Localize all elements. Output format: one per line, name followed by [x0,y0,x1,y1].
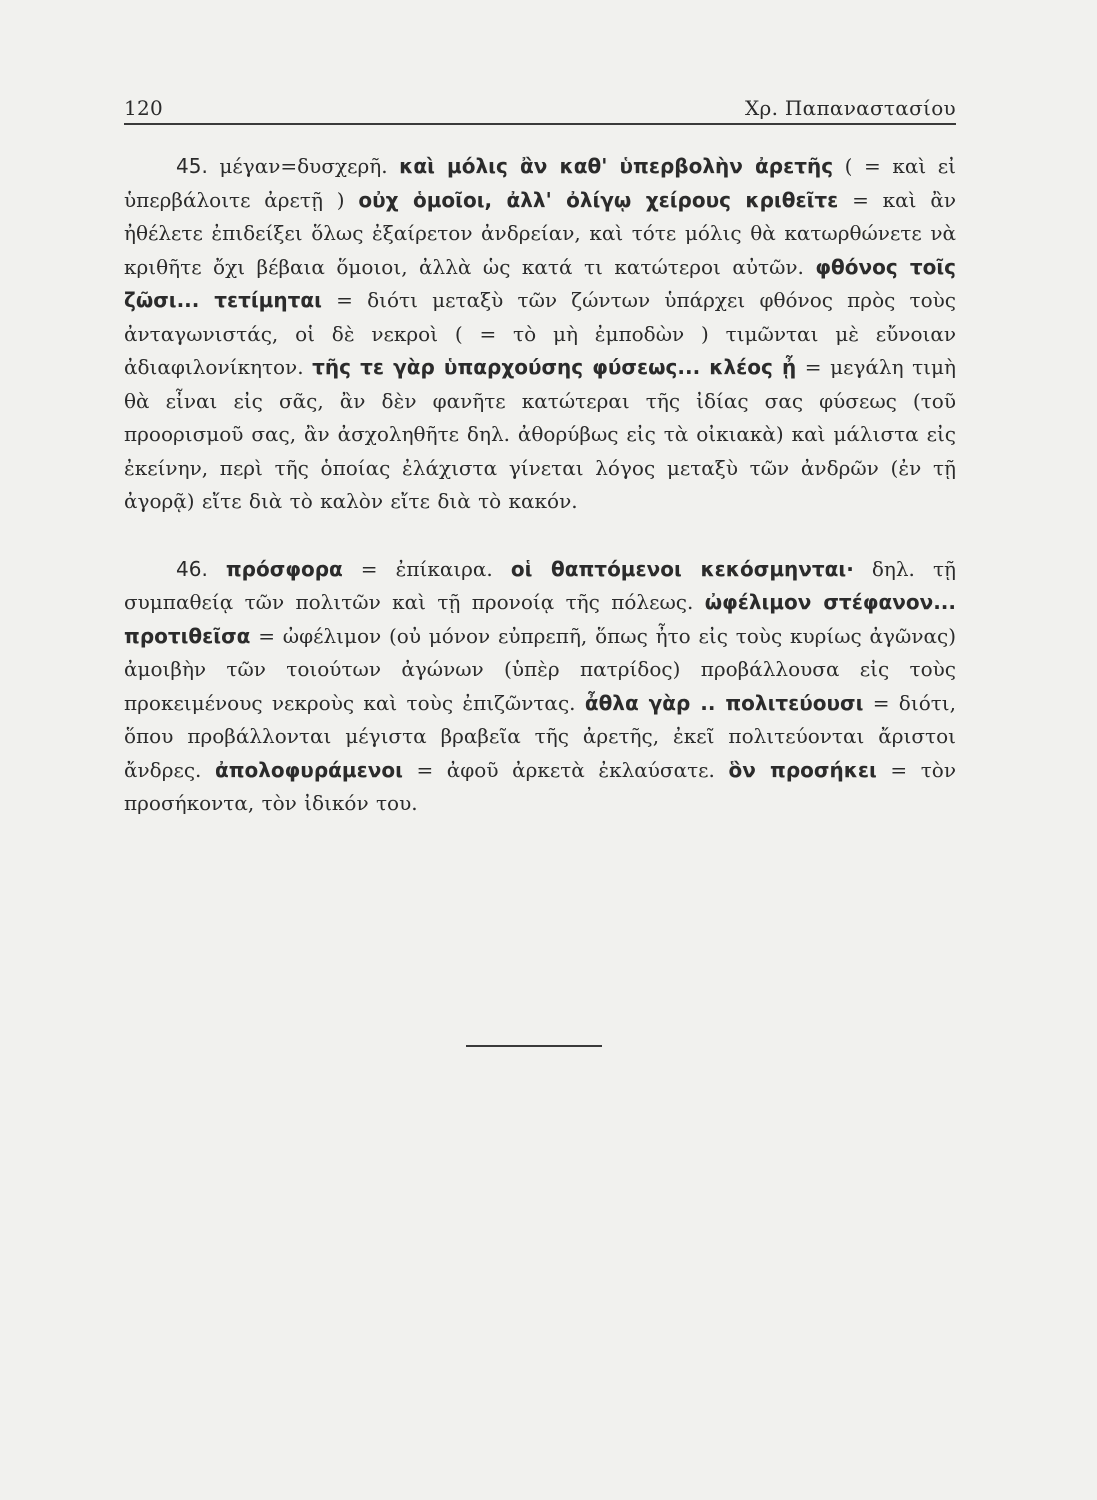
lemma-text: ἆθλα γὰρ .. πολιτεύουσι [584,690,864,715]
gloss-text: ( = καὶ εἰ ὑπερβάλοιτε ἀρετῇ ) [124,154,956,212]
note-paragraph [124,553,956,821]
lemma-text: οἱ θαπτόμενοι κεκόσμηνται· [510,556,854,581]
gloss-text [208,557,226,581]
page-header [124,86,956,120]
paragraph-number: 46. [176,556,208,581]
end-rule [466,1045,602,1047]
commentary-body [124,150,956,821]
note-paragraph [124,150,956,519]
running-title: Χρ. Παπαναστασίου [745,96,956,120]
gloss-text: = μεγάλη τιμὴ θὰ εἶναι εἰς σᾶς, ἂν δὲν φανῆτε κατώτεραι τῆς ἰδίας σας φύσεως (τοῦ προορισμοῦ σας, ἂν ἀσχοληθῆτε δηλ. ἀθορύβως εἰς τὰ οἰκιακὰ) καὶ μάλιστα εἰς ἐκείνην, περὶ τῆς ὁποίας ἐλάχιστα γίνεται λόγος μεταξὺ τῶν ἀνδρῶν (ἐν τῇ ἀγορᾷ) εἴτε διὰ τὸ καλὸν εἴτε διὰ τὸ κακόν. [124,355,956,513]
paragraph-number: 45. [176,154,208,178]
gloss-text: = διότι μεταξὺ τῶν ζώντων ὑπάρχει φθόνος πρὸς τοὺς ἀνταγωνιστάς, οἱ δὲ νεκροὶ ( = τὸ μὴ ἐμποδὼν ) τιμῶνται μὲ εὔνοιαν ἀδιαφιλονίκητον. [124,288,957,379]
lemma-text: ὠφέλιμον στέφανον... προτιθεῖσα [124,590,956,648]
lemma-text: ὃν προσήκει [728,757,877,782]
lemma-text: οὐχ ὁμοῖοι, ἀλλ' ὀλίγῳ χείρους κριθεῖτε [358,187,839,212]
gloss-text: = τὸν προσήκοντα, τὸν ἰδικόν του. [124,757,956,815]
gloss-text: = διότι, ὅπου προβάλλονται μέγιστα βραβεῖα τῆς ἀρετῆς, ἐκεῖ πολιτεύονται ἄριστοι ἄνδρες. [124,690,956,782]
gloss-text: = ἐπίκαιρα. [342,556,511,581]
lemma-text: καὶ μόλις ἂν καθ' ὑπερβολὴν ἀρετῆς [399,154,834,178]
lemma-text: πρόσφορα [225,556,343,581]
page-number: 120 [124,96,164,120]
gloss-text: = καὶ ἂν ἠθέλετε ἐπιδείξει ὅλως ἐξαίρετον ἀνδρείαν, καὶ τότε μόλις θὰ κατωρθώνετε νὰ κριθῆτε ὄχι βέβαια ὅμοιοι, ἀλλὰ ὡς κατά τι κατώτεροι αὐτῶν. [124,187,956,279]
lemma-text: τῆς τε γὰρ ὑπαρχούσης φύσεως... κλέος ᾖ [312,355,797,379]
gloss-text: = ἀφοῦ ἀρκετὰ ἐκλαύσατε. [402,757,729,782]
header-rule [124,123,956,125]
lemma-text: ἀπολοφυράμενοι [214,757,403,782]
gloss-text: = ὠφέλιμον (οὐ μόνον εὐπρεπῆ, ὅπως ἦτο εἰς τοὺς κυρίως ἀγῶνας) ἀμοιβὴν τῶν τοιούτων ἀγώνων (ὑπὲρ πατρίδος) προβάλλουσα εἰς τοὺς προκειμένους νεκροὺς καὶ τοὺς ἐπιζῶντας. [124,623,956,715]
gloss-text: μέγαν=δυσχερῆ. [207,154,400,178]
gloss-text: δηλ. τῇ συμπαθείᾳ τῶν πολιτῶν καὶ τῇ προνοίᾳ τῆς πόλεως. [124,556,956,614]
lemma-text: φθόνος τοῖς ζῶσι... τετίμηται [124,254,956,312]
